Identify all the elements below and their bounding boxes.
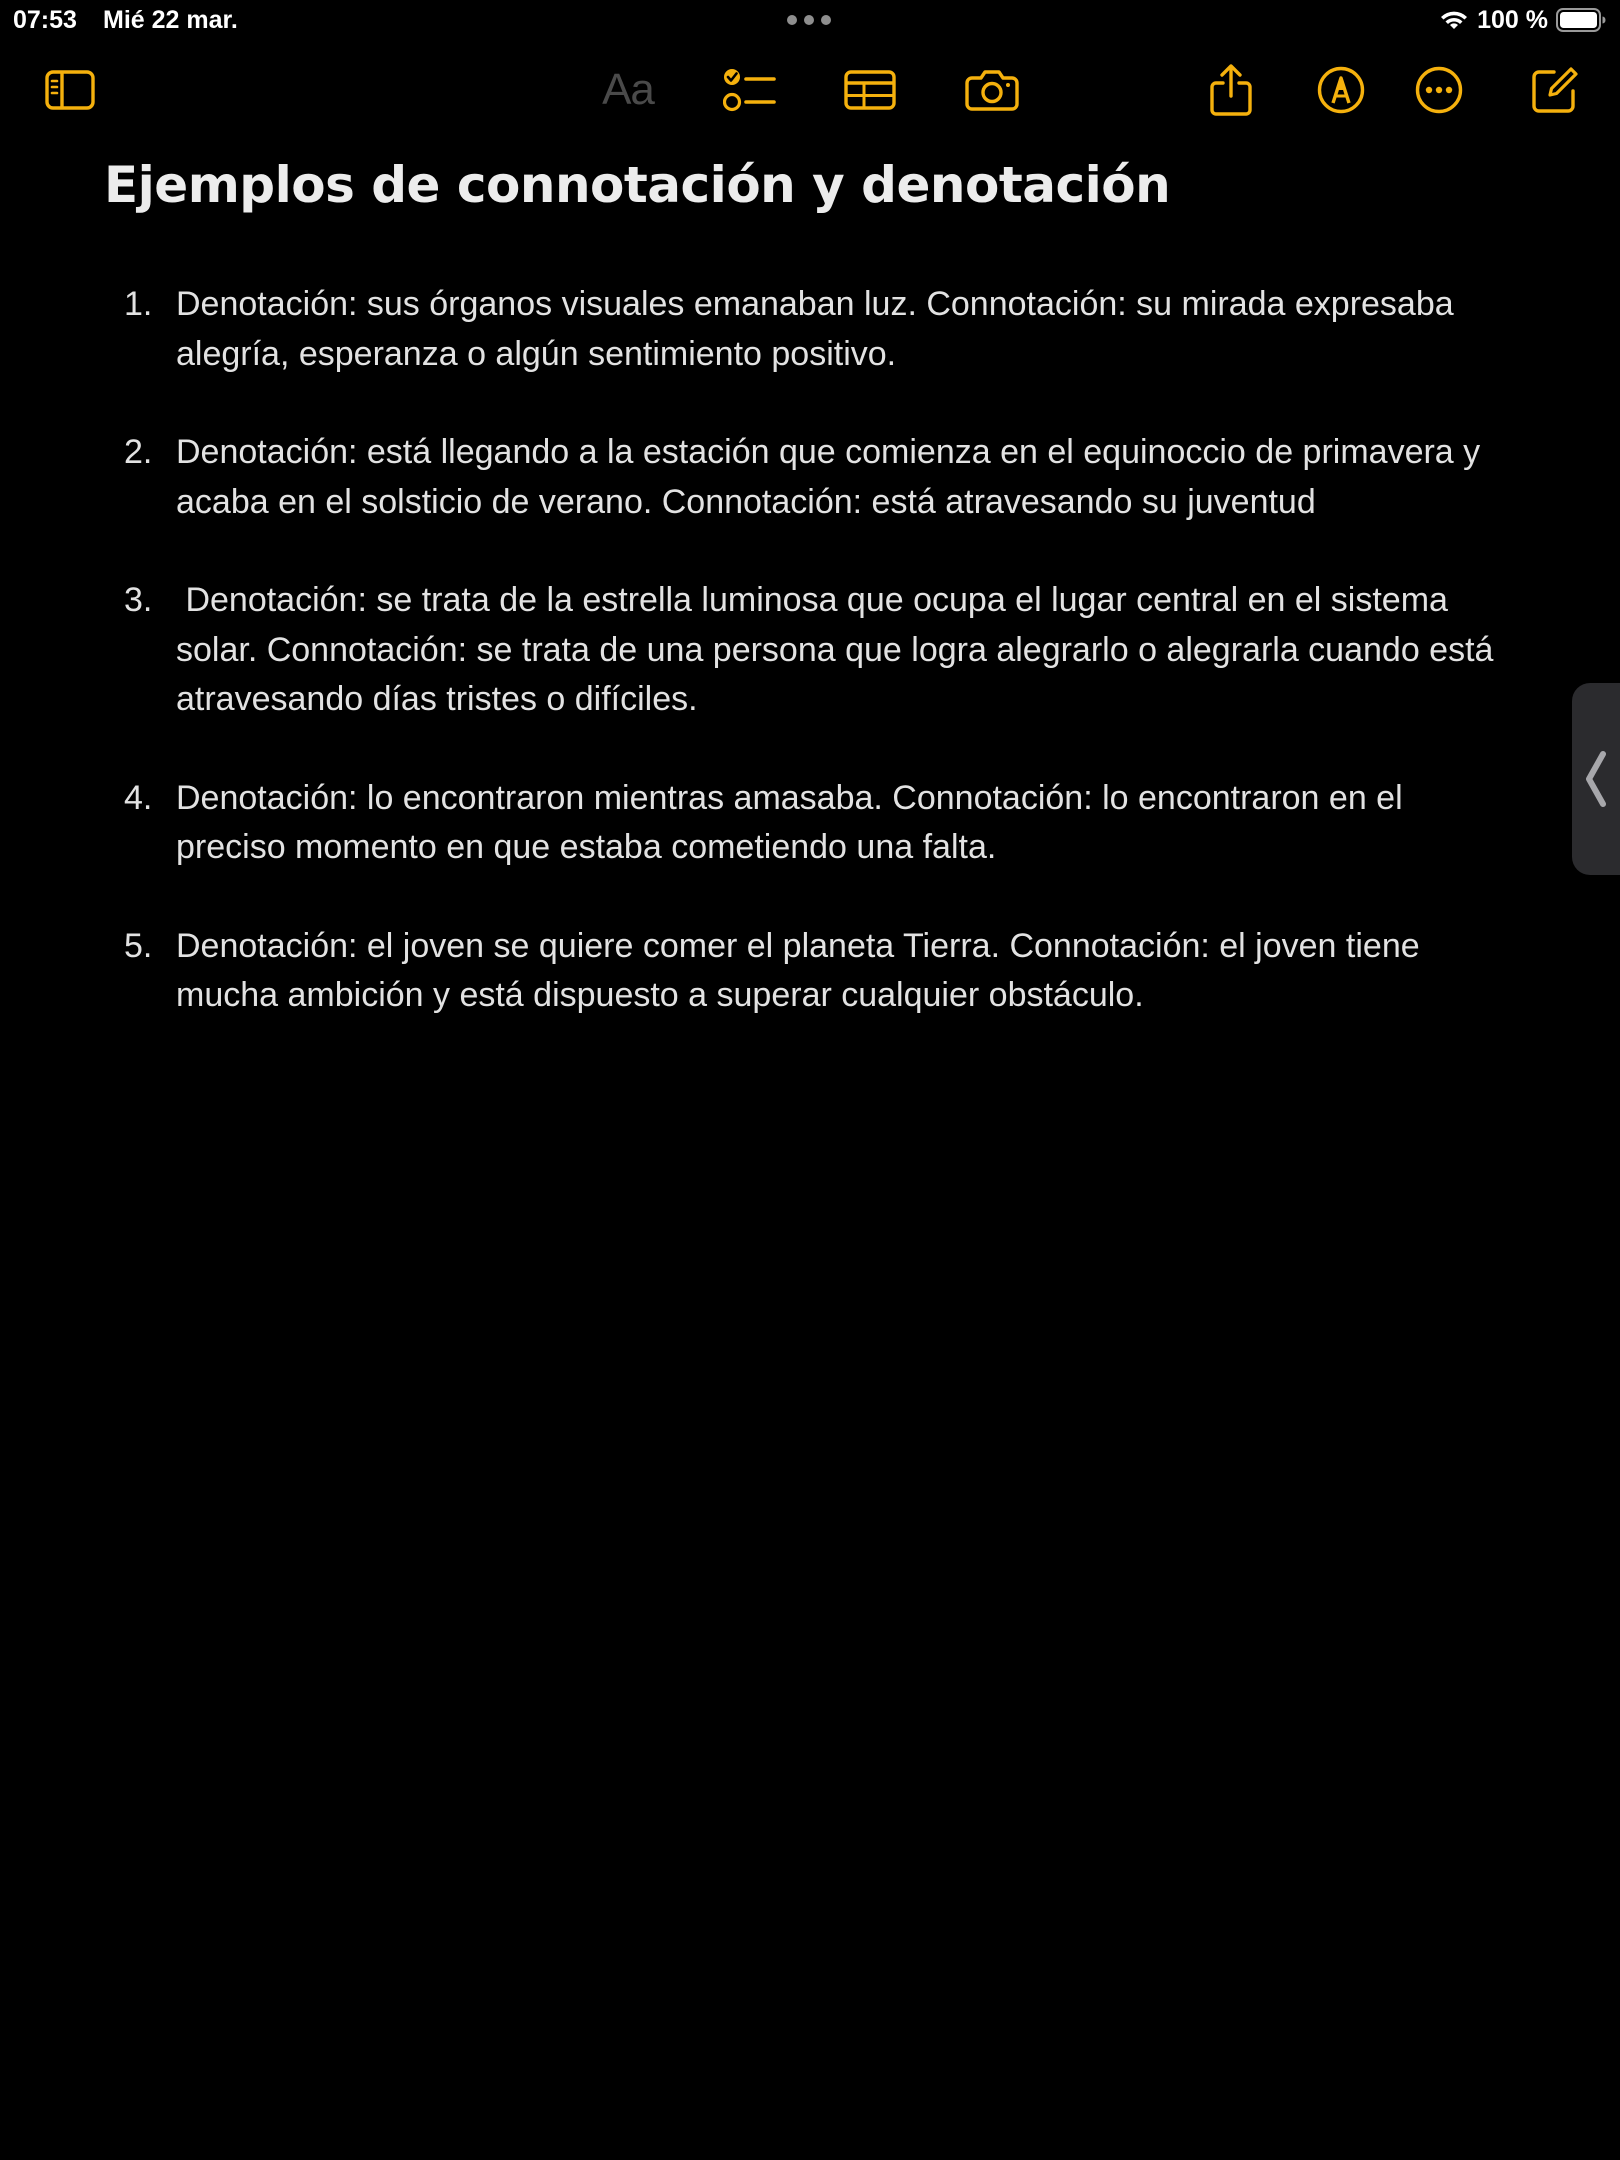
camera-button[interactable] [957, 55, 1027, 125]
list-item[interactable] [120, 428, 1520, 527]
sidebar-icon [44, 69, 96, 111]
multitasking-dots-icon[interactable] [786, 14, 832, 26]
side-panel-handle[interactable] [1572, 683, 1620, 875]
checklist-icon [723, 66, 777, 114]
markup-pen-icon [1316, 65, 1366, 115]
checklist-button[interactable] [715, 55, 785, 125]
chevron-left-icon [1583, 750, 1609, 808]
battery-percent: 100 % [1477, 5, 1548, 34]
list-item-number: 5. [124, 926, 153, 965]
list-item-text: Denotación: sus órganos visuales emanaban luz. Connotación: su mirada expresaba alegría, esperanza o algún sentimiento positivo. [176, 285, 1454, 373]
format-button[interactable] [593, 55, 663, 125]
list-item-number: 3. [124, 581, 153, 619]
list-item[interactable] [120, 922, 1520, 1021]
list-item-number: 4. [124, 778, 153, 817]
list-item-text: Denotación: el joven se quiere comer el planeta Tierra. Connotación: el joven tiene mucha ambición y está dispuesto a superar cualquier obstáculo. [176, 926, 1420, 1014]
more-ellipsis-icon [1414, 65, 1464, 115]
table-icon [843, 69, 897, 111]
table-button[interactable] [835, 55, 905, 125]
battery-icon [1556, 8, 1606, 32]
status-bar [0, 0, 1620, 40]
list-item-text: Denotación: se trata de la estrella luminosa que ocupa el lugar central en el sistema solar. Connotación: se trata de una persona que logra alegrarlo o alegrarla cuando está atravesando días tristes o difíciles. [176, 581, 1503, 718]
list-item[interactable] [120, 280, 1520, 379]
markup-button[interactable] [1306, 55, 1376, 125]
list-item[interactable] [120, 576, 1520, 725]
compose-icon [1530, 65, 1580, 115]
more-button[interactable] [1404, 55, 1474, 125]
list-item-text: Denotación: está llegando a la estación que comienza en el equinoccio de primavera y acaba en el solsticio de verano. Connotación: está atravesando su juventud [176, 433, 1481, 521]
sidebar-button[interactable] [35, 55, 105, 125]
share-icon [1208, 63, 1254, 117]
status-right [1439, 5, 1606, 35]
format-label: Aa [602, 65, 654, 114]
camera-icon [964, 68, 1020, 112]
share-button[interactable] [1196, 55, 1266, 125]
status-date: Mié 22 mar. [103, 6, 238, 34]
wifi-icon [1439, 9, 1469, 31]
list-item-text: Denotación: lo encontraron mientras amasaba. Connotación: lo encontraron en el preciso momento en que estaba cometiendo una falta. [176, 778, 1403, 866]
note-title[interactable]: Ejemplos de connotación y denotación [104, 156, 1171, 214]
list-item-number: 2. [124, 433, 153, 471]
list-item[interactable] [120, 774, 1520, 873]
notes-toolbar [0, 55, 1620, 125]
note-numbered-list[interactable] [120, 280, 1520, 1070]
compose-button[interactable] [1520, 55, 1590, 125]
list-item-number: 1. [124, 285, 153, 323]
status-time: 07:53 [13, 6, 77, 34]
